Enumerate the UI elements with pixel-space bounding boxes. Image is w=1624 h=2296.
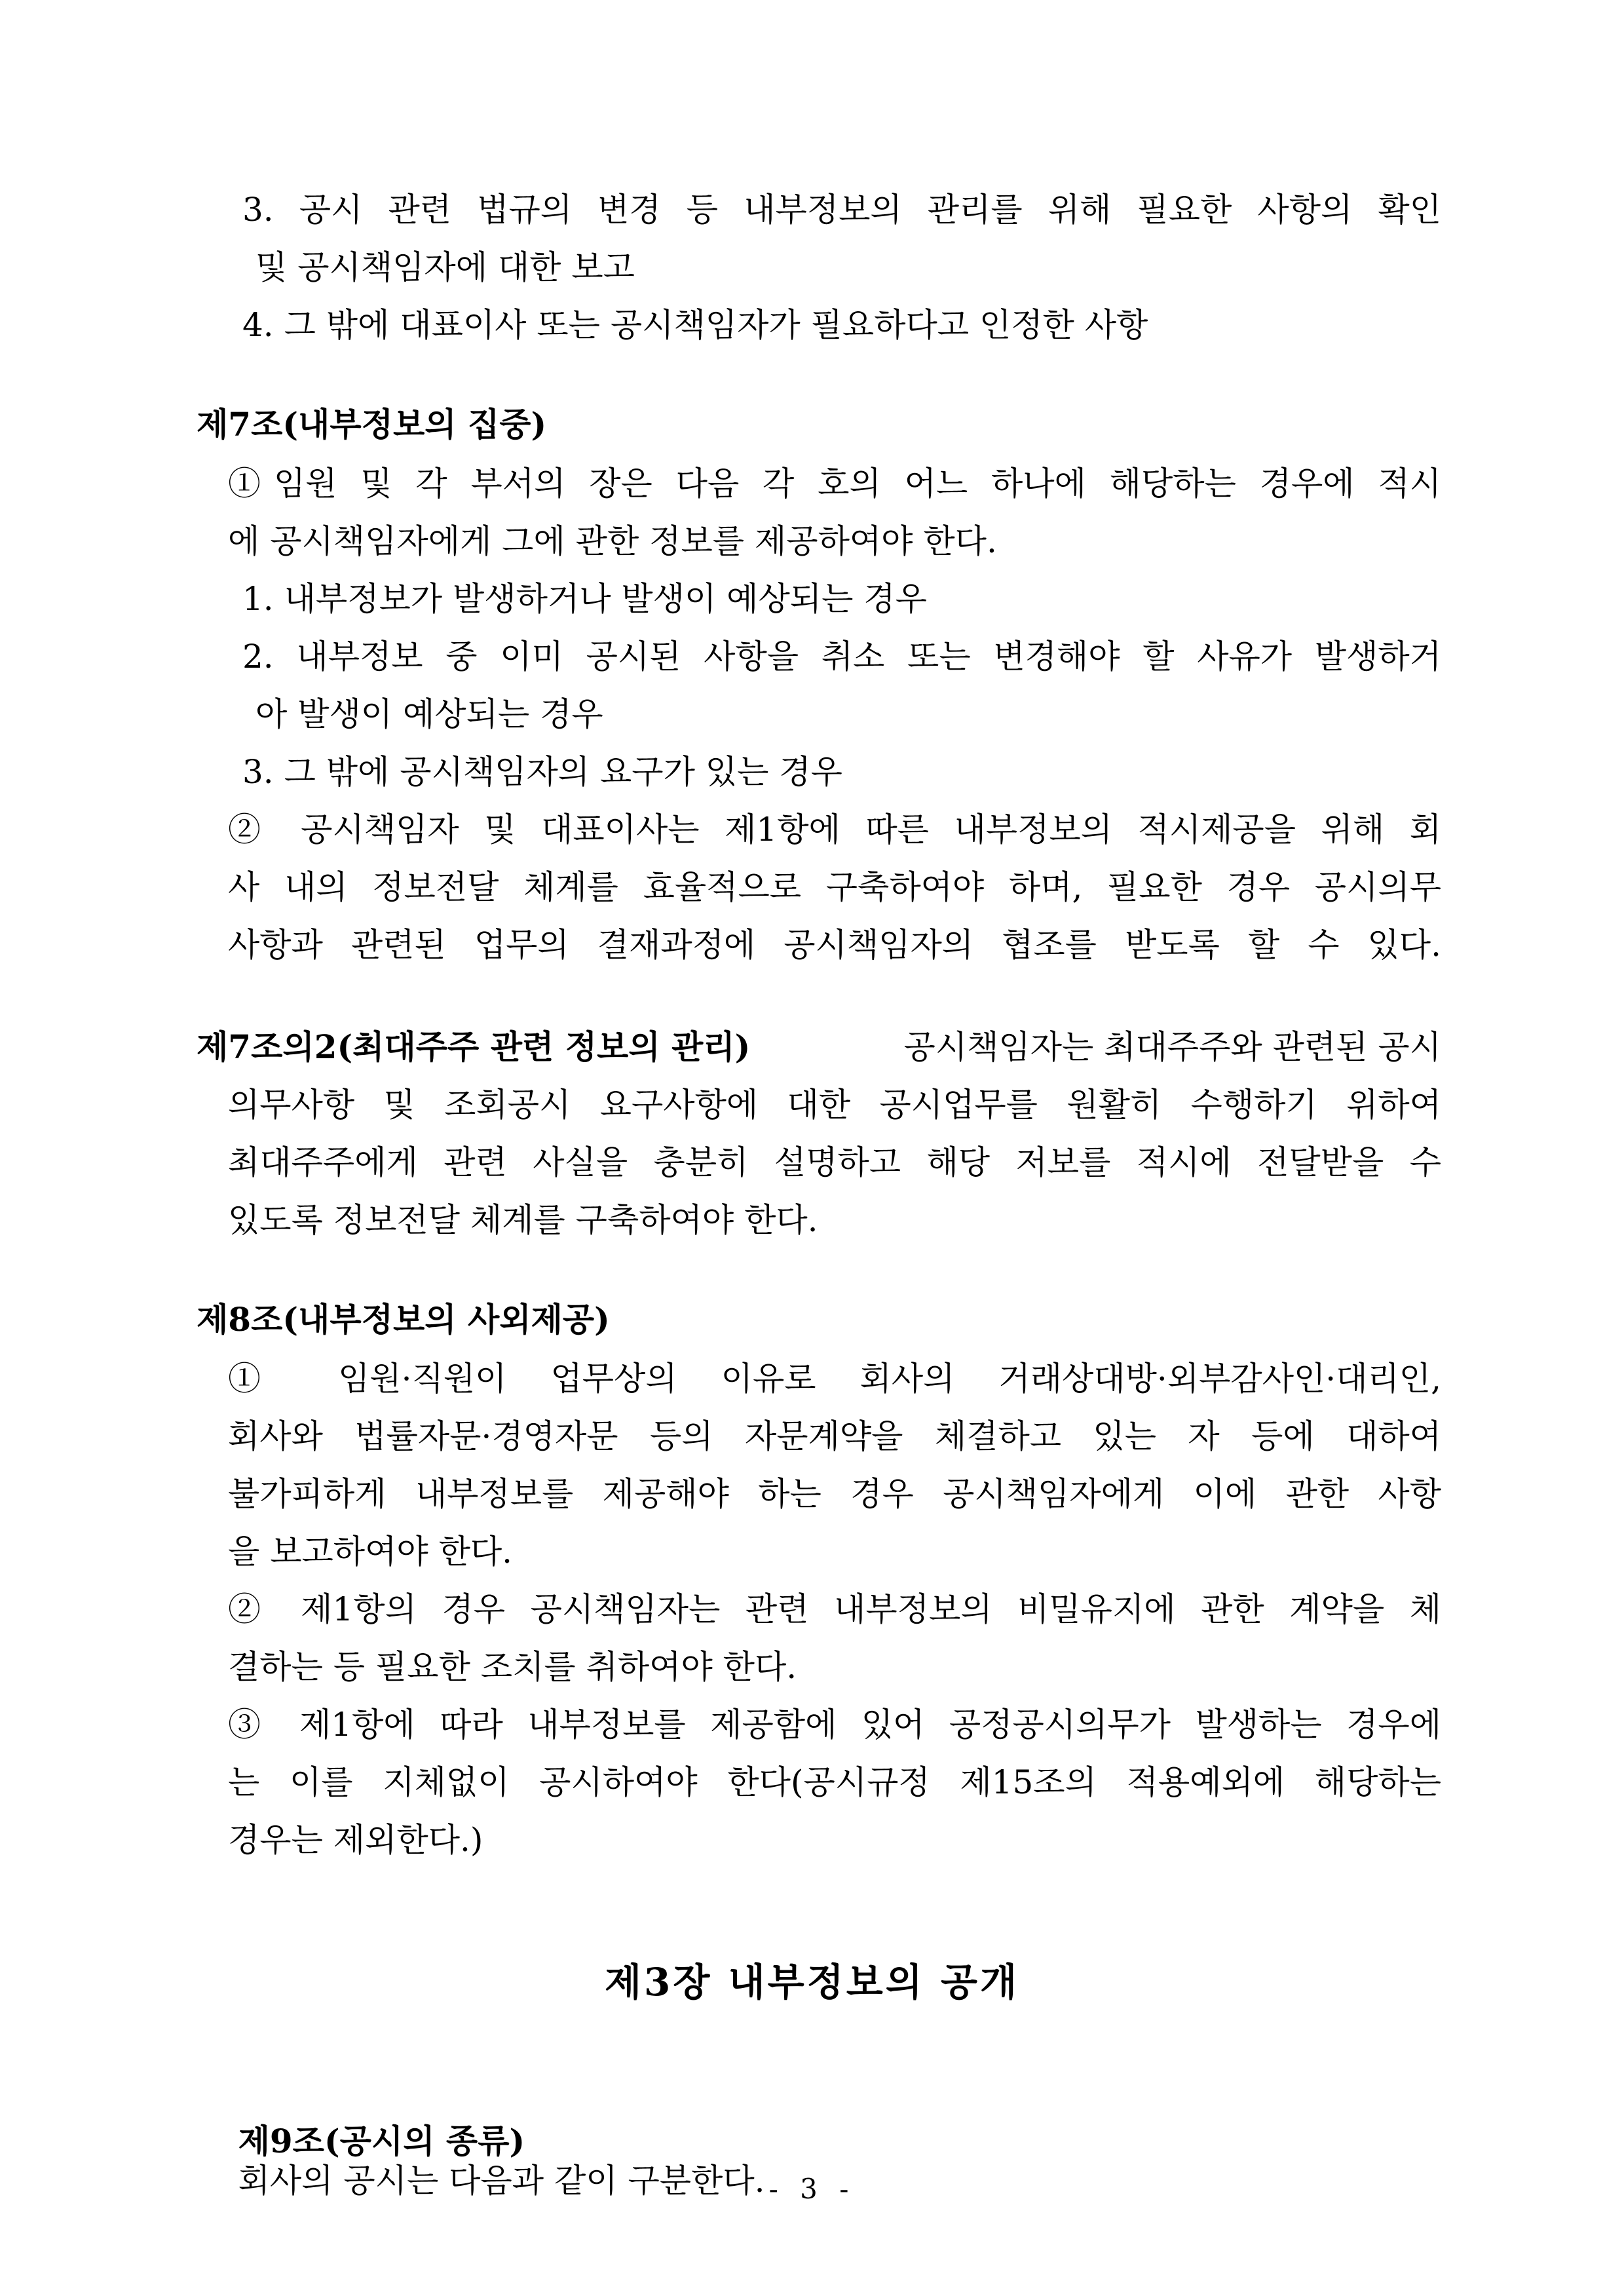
list-item-continued: 아 발생이 예상되는 경우 (255, 695, 603, 733)
article-line (197, 2082, 1441, 2240)
list-item: 1. 내부정보가 발생하거나 발생이 예상되는 경우 (242, 580, 927, 618)
paragraph-line: ② 제1항의 경우 공시책임자는 관련 내부정보의 비밀유지에 관한 계약을 체 (228, 1590, 1441, 1628)
paragraph-line: 최대주주에게 관련 사실을 충분히 설명하고 해당 저보를 적시에 전달받을 수 (228, 1143, 1441, 1181)
paragraph-line: 의무사항 및 조회공시 요구사항에 대한 공시업무를 원활히 수행하기 위하여 (228, 1086, 1441, 1124)
article-heading: 제9조(공시의 종류) (238, 2122, 525, 2160)
paragraph-line: 에 공시책임자에게 그에 관한 정보를 제공하여야 한다. (228, 522, 997, 560)
chapter-title: 제3장 내부정보의 공개 (605, 1960, 1019, 2004)
paragraph-line: 있도록 정보전달 체계를 구축하여야 한다. (228, 1201, 818, 1239)
article-heading: 제8조(내부정보의 사외제공) (197, 1300, 610, 1339)
list-item: 3. 그 밖에 공시책임자의 요구가 있는 경우 (242, 753, 842, 791)
paragraph-line: ② 공시책임자 및 대표이사는 제1항에 따른 내부정보의 적시제공을 위해 회 (228, 811, 1441, 849)
paragraph-line: ① 임원·직원이 업무상의 이유로 회사의 거래상대방·외부감사인·대리인, (228, 1360, 1441, 1398)
list-item: 4. 그 밖에 대표이사 또는 공시책임자가 필요하다고 인정한 사항 (242, 306, 1148, 344)
paragraph-line: ③ 제1항에 따라 내부정보를 제공함에 있어 공정공시의무가 발생하는 경우에 (228, 1706, 1441, 1744)
paragraph-line: 회사와 법률자문·경영자문 등의 자문계약을 체결하고 있는 자 등에 대하여 (228, 1417, 1441, 1455)
list-item-continued: 및 공시책임자에 대한 보고 (255, 248, 635, 286)
paragraph-line: 결하는 등 필요한 조치를 취하여야 한다. (228, 1648, 797, 1686)
paragraph-line: 사 내의 정보전달 체계를 효율적으로 구축하여야 하며, 필요한 경우 공시의무 (228, 868, 1441, 906)
paragraph-line: ①임원 및 각 부서의 장은 다음 각 호의 어느 하나에 해당하는 경우에 적시 (228, 465, 1441, 503)
paragraph-line: 공시책임자는 최대주주와 관련된 공시 (903, 1028, 1441, 1066)
paragraph-line: 경우는 제외한다.) (228, 1821, 483, 1859)
paragraph-line: 사항과 관련된 업무의 결재과정에 공시책임자의 협조를 받도록 할 수 있다. (228, 926, 1441, 964)
article-first-line (197, 1027, 1441, 1067)
list-item: 2. 내부정보 중 이미 공시된 사항을 취소 또는 변경해야 할 사유가 발생하거 (242, 638, 1441, 676)
paragraph-line: 을 보고하여야 한다. (228, 1533, 513, 1571)
paragraph-text: 회사의 공시는 다음과 같이 구분한다. (238, 2162, 765, 2200)
article-heading: 제7조의2(최대주주 관련 정보의 관리) (197, 1027, 751, 1066)
paragraph-line: 불가피하게 내부정보를 제공해야 하는 경우 공시책임자에게 이에 관한 사항 (228, 1475, 1441, 1513)
list-item: 3. 공시 관련 법규의 변경 등 내부정보의 관리를 위해 필요한 사항의 확인 (242, 191, 1441, 229)
page-number: - 3 - (768, 2173, 856, 2205)
article-heading: 제7조(내부정보의 집중) (197, 405, 547, 444)
paragraph-line: 는 이를 지체없이 공시하여야 한다(공시규정 제15조의 적용예외에 해당하는 (228, 1763, 1441, 1801)
